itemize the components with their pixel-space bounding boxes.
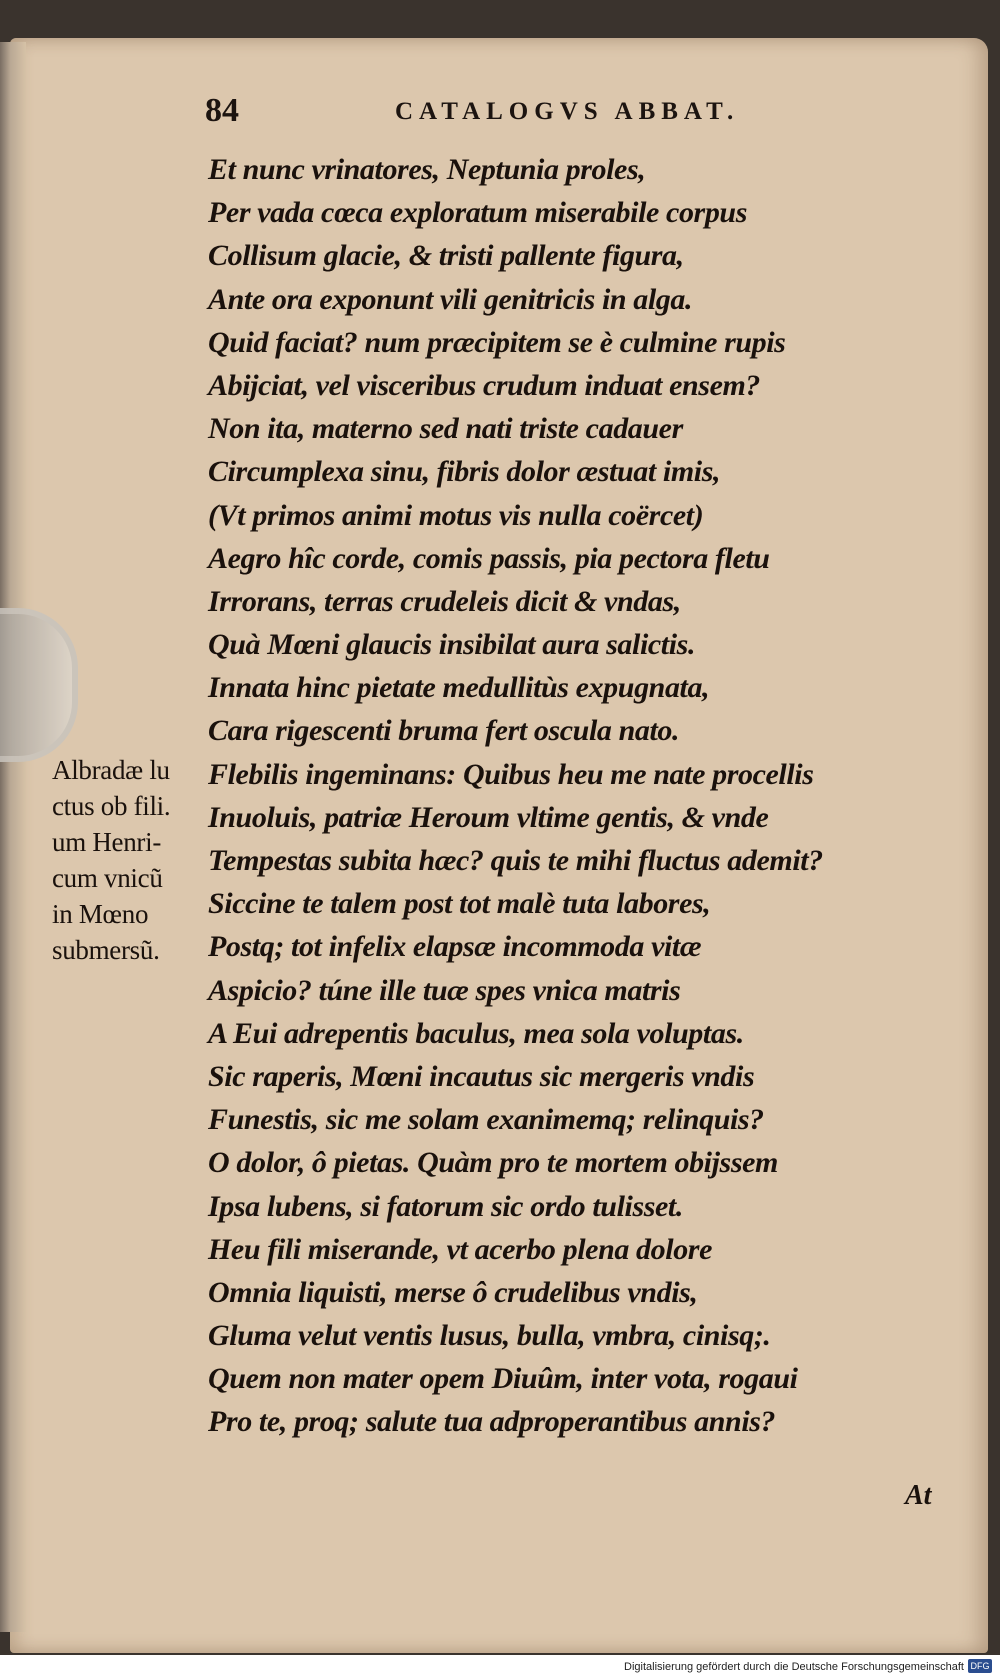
verse-line: Abijciat, vel visceribus crudum induat ensem? <box>208 368 761 402</box>
verse-line: Postq; tot infelix elapsæ incommoda vitæ <box>208 930 702 964</box>
verse-line: Non ita, materno sed nati triste cadauer <box>208 412 683 446</box>
marginal-note-line: cum vnicũ <box>52 863 163 893</box>
verse-line: Siccine te talem post tot malè tuta labores, <box>208 887 711 921</box>
verse-line: Et nunc vrinatores, Neptunia proles, <box>208 153 646 186</box>
marginal-note-line: um Henri- <box>52 827 162 857</box>
verse-line: Circumplexa sinu, fibris dolor æstuat imis, <box>208 455 721 489</box>
page-number: 84 <box>205 92 239 129</box>
verse-line: Per vada cœca exploratum miserabile corpus <box>208 196 747 230</box>
marginal-note-line: in Mœno <box>52 899 149 929</box>
dfg-logo: DFG <box>968 1659 992 1673</box>
verse-line: Gluma velut ventis lusus, bulla, vmbra, cinisq;. <box>208 1319 771 1353</box>
verse-line: Innata hinc pietate medullitùs expugnata, <box>208 671 710 705</box>
page-edge <box>0 42 26 1632</box>
marginal-note <box>52 752 212 968</box>
verse-line: Quà Mœni glaucis insibilat aura salictis. <box>208 628 696 662</box>
digitization-credit: Digitalisierung gefördert durch die Deutsche Forschungsgemeinschaft <box>624 1661 964 1673</box>
verse-line: Pro te, proq; salute tua adproperantibus annis? <box>208 1405 776 1439</box>
verse-line: Flebilis ingeminans: Quibus heu me nate procellis <box>208 757 814 791</box>
verse-line: O dolor, ô pietas. Quàm pro te mortem obijssem <box>208 1146 778 1180</box>
marginal-note-line: ctus ob fili. <box>52 791 171 821</box>
verse-line: Quid faciat? num præcipitem se è culmine rupis <box>208 325 786 359</box>
verse-line: A Eui adrepentis baculus, mea sola voluptas. <box>208 1016 744 1050</box>
verse-line: Aspicio? túne ille tuæ spes vnica matris <box>208 973 681 1007</box>
marginal-note-line: Albradæ lu <box>52 755 170 785</box>
verse-line: Quem non mater opem Diuûm, inter vota, rogaui <box>208 1362 798 1396</box>
verse-line: (Vt primos animi motus vis nulla coërcet) <box>208 498 704 532</box>
running-head <box>205 92 785 132</box>
verse-line: Collisum glacie, & tristi pallente figura, <box>208 239 684 273</box>
verse-line: Ante ora exponunt vili genitricis in alga. <box>208 282 693 316</box>
verse-line: Funestis, sic me solam exanimemq; relinquis? <box>208 1103 764 1137</box>
verse-line: Sic raperis, Mœni incautus sic mergeris vndis <box>208 1059 755 1093</box>
verse-line: Omnia liquisti, merse ô crudelibus vndis, <box>208 1275 698 1309</box>
verse-line: Heu fili miserande, vt acerbo plena dolore <box>208 1232 712 1266</box>
verse-line: Inuoluis, patriæ Heroum vltime gentis, & vnde <box>208 800 769 834</box>
running-title: CATALOGVS ABBAT. <box>395 98 740 125</box>
verse-line: Ipsa lubens, si fatorum sic ordo tulisset. <box>208 1189 683 1223</box>
verse-line: Cara rigescenti bruma fert oscula nato. <box>208 714 680 748</box>
verse-line: Tempestas subita hæc? quis te mihi fluctus ademit? <box>208 844 823 877</box>
marginal-note-line: submersũ. <box>52 935 160 965</box>
verse-line: Aegro hîc corde, comis passis, pia pectora fletu <box>208 541 770 575</box>
catchword: At <box>905 1480 932 1511</box>
verse-line: Irrorans, terras crudeleis dicit & vndas, <box>208 584 681 618</box>
verse-block <box>208 148 928 1444</box>
